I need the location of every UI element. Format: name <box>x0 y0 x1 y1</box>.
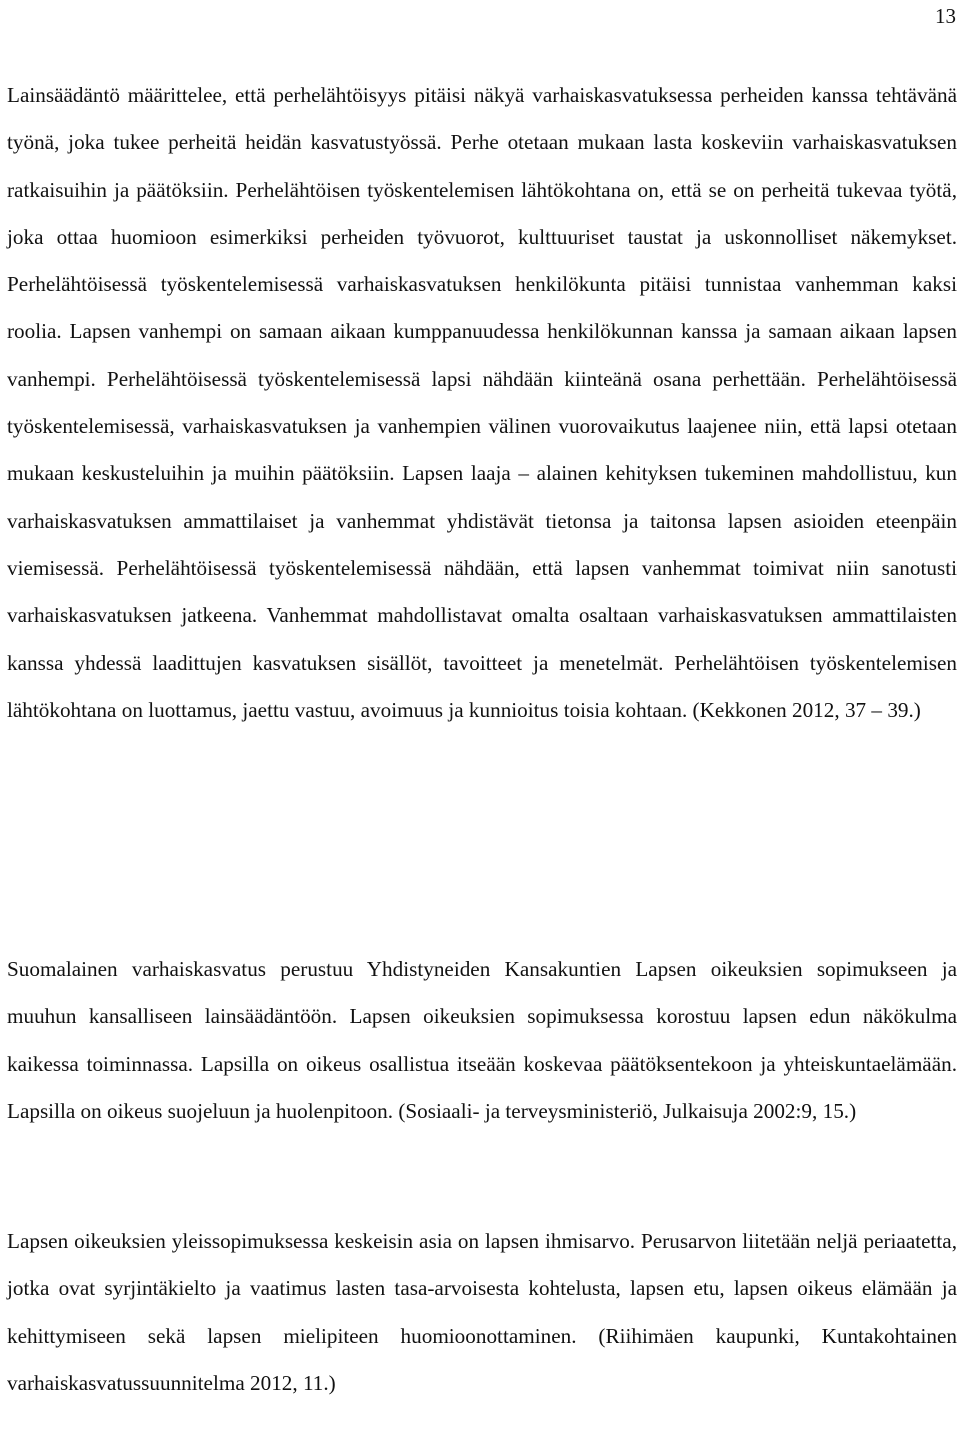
body-paragraph-un-convention: Suomalainen varhaiskasvatus perustuu Yhdistyneiden Kansakuntien Lapsen oikeuksien sopimukseen ja muuhun kansalliseen lainsäädäntöön. Lapsen oikeuksien sopimuksessa korostuu lapsen edun näkökulma kaikessa toiminnassa. Lapsilla on oikeus osallistua itseään koskevaa päätöksentekoon ja yhteiskuntaelämään. Lapsilla on oikeus suojeluun ja huolenpitoon. (Sosiaali- ja terveysministeriö, Julkaisuja 2002:9, 15.) <box>7 957 957 1123</box>
page-number: 13 <box>935 4 956 28</box>
body-paragraph-child-rights-principles: Lapsen oikeuksien yleissopimuksessa keskeisin asia on lapsen ihmisarvo. Perusarvon liitetään neljä periaatetta, jotka ovat syrjintäkielto ja vaatimus lasten tasa-arvoisesta kohtelusta, lapsen etu, lapsen oikeus elämään ja kehittymiseen sekä lapsen mielipiteen huomioonottaminen. (Riihimäen kaupunki, Kuntakohtainen varhaiskasvatussuunnitelma 2012, 11.) <box>7 1229 957 1395</box>
body-paragraph-family-centred-work: Lainsäädäntö määrittelee, että perhelähtöisyys pitäisi näkyä varhaiskasvatuksessa perheiden kanssa tehtävänä työnä, joka tukee perheitä heidän kasvatustyössä. Perhe otetaan mukaan lasta koskeviin varhaiskasvatuksen ratkaisuihin ja päätöksiin. Perhelähtöisen työskentelemisen lähtökohtana on, että se on perheitä tukevaa työtä, joka ottaa huomioon esimerkiksi perheiden työvuorot, kulttuuriset taustat ja uskonnolliset näkemykset. Perhelähtöisessä työskentelemisessä varhaiskasvatuksen henkilökunta pitäisi tunnistaa vanhemman kaksi roolia. Lapsen vanhempi on samaan aikaan kumppanuudessa henkilökunnan kanssa ja samaan aikaan lapsen vanhempi. Perhelähtöisessä työskentelemisessä lapsi nähdään kiinteänä osana perhettään. Perhelähtöisessä työskentelemisessä, varhaiskasvatuksen ja vanhempien välinen vuorovaikutus laajenee niin, että lapsi otetaan mukaan keskusteluihin ja muihin päätöksiin. Lapsen laaja – alainen kehityksen tukeminen mahdollistuu, kun varhaiskasvatuksen ammattilaiset ja vanhemmat yhdistävät tietonsa ja taitonsa lapsen asioiden eteenpäin viemisessä. Perhelähtöisessä työskentelemisessä nähdään, että lapsen vanhemmat toimivat niin sanotusti varhaiskasvatuksen jatkeena. Vanhemmat mahdollistavat omalta osaltaan varhaiskasvatuksen ammattilaisten kanssa yhdessä laadittujen kasvatuksen sisällöt, tavoitteet ja menetelmät. Perhelähtöisen työskentelemisen lähtökohtana on luottamus, jaettu vastuu, avoimuus ja kunnioitus toisia kohtaan. (Kekkonen 2012, 37 – 39.) <box>7 83 957 722</box>
